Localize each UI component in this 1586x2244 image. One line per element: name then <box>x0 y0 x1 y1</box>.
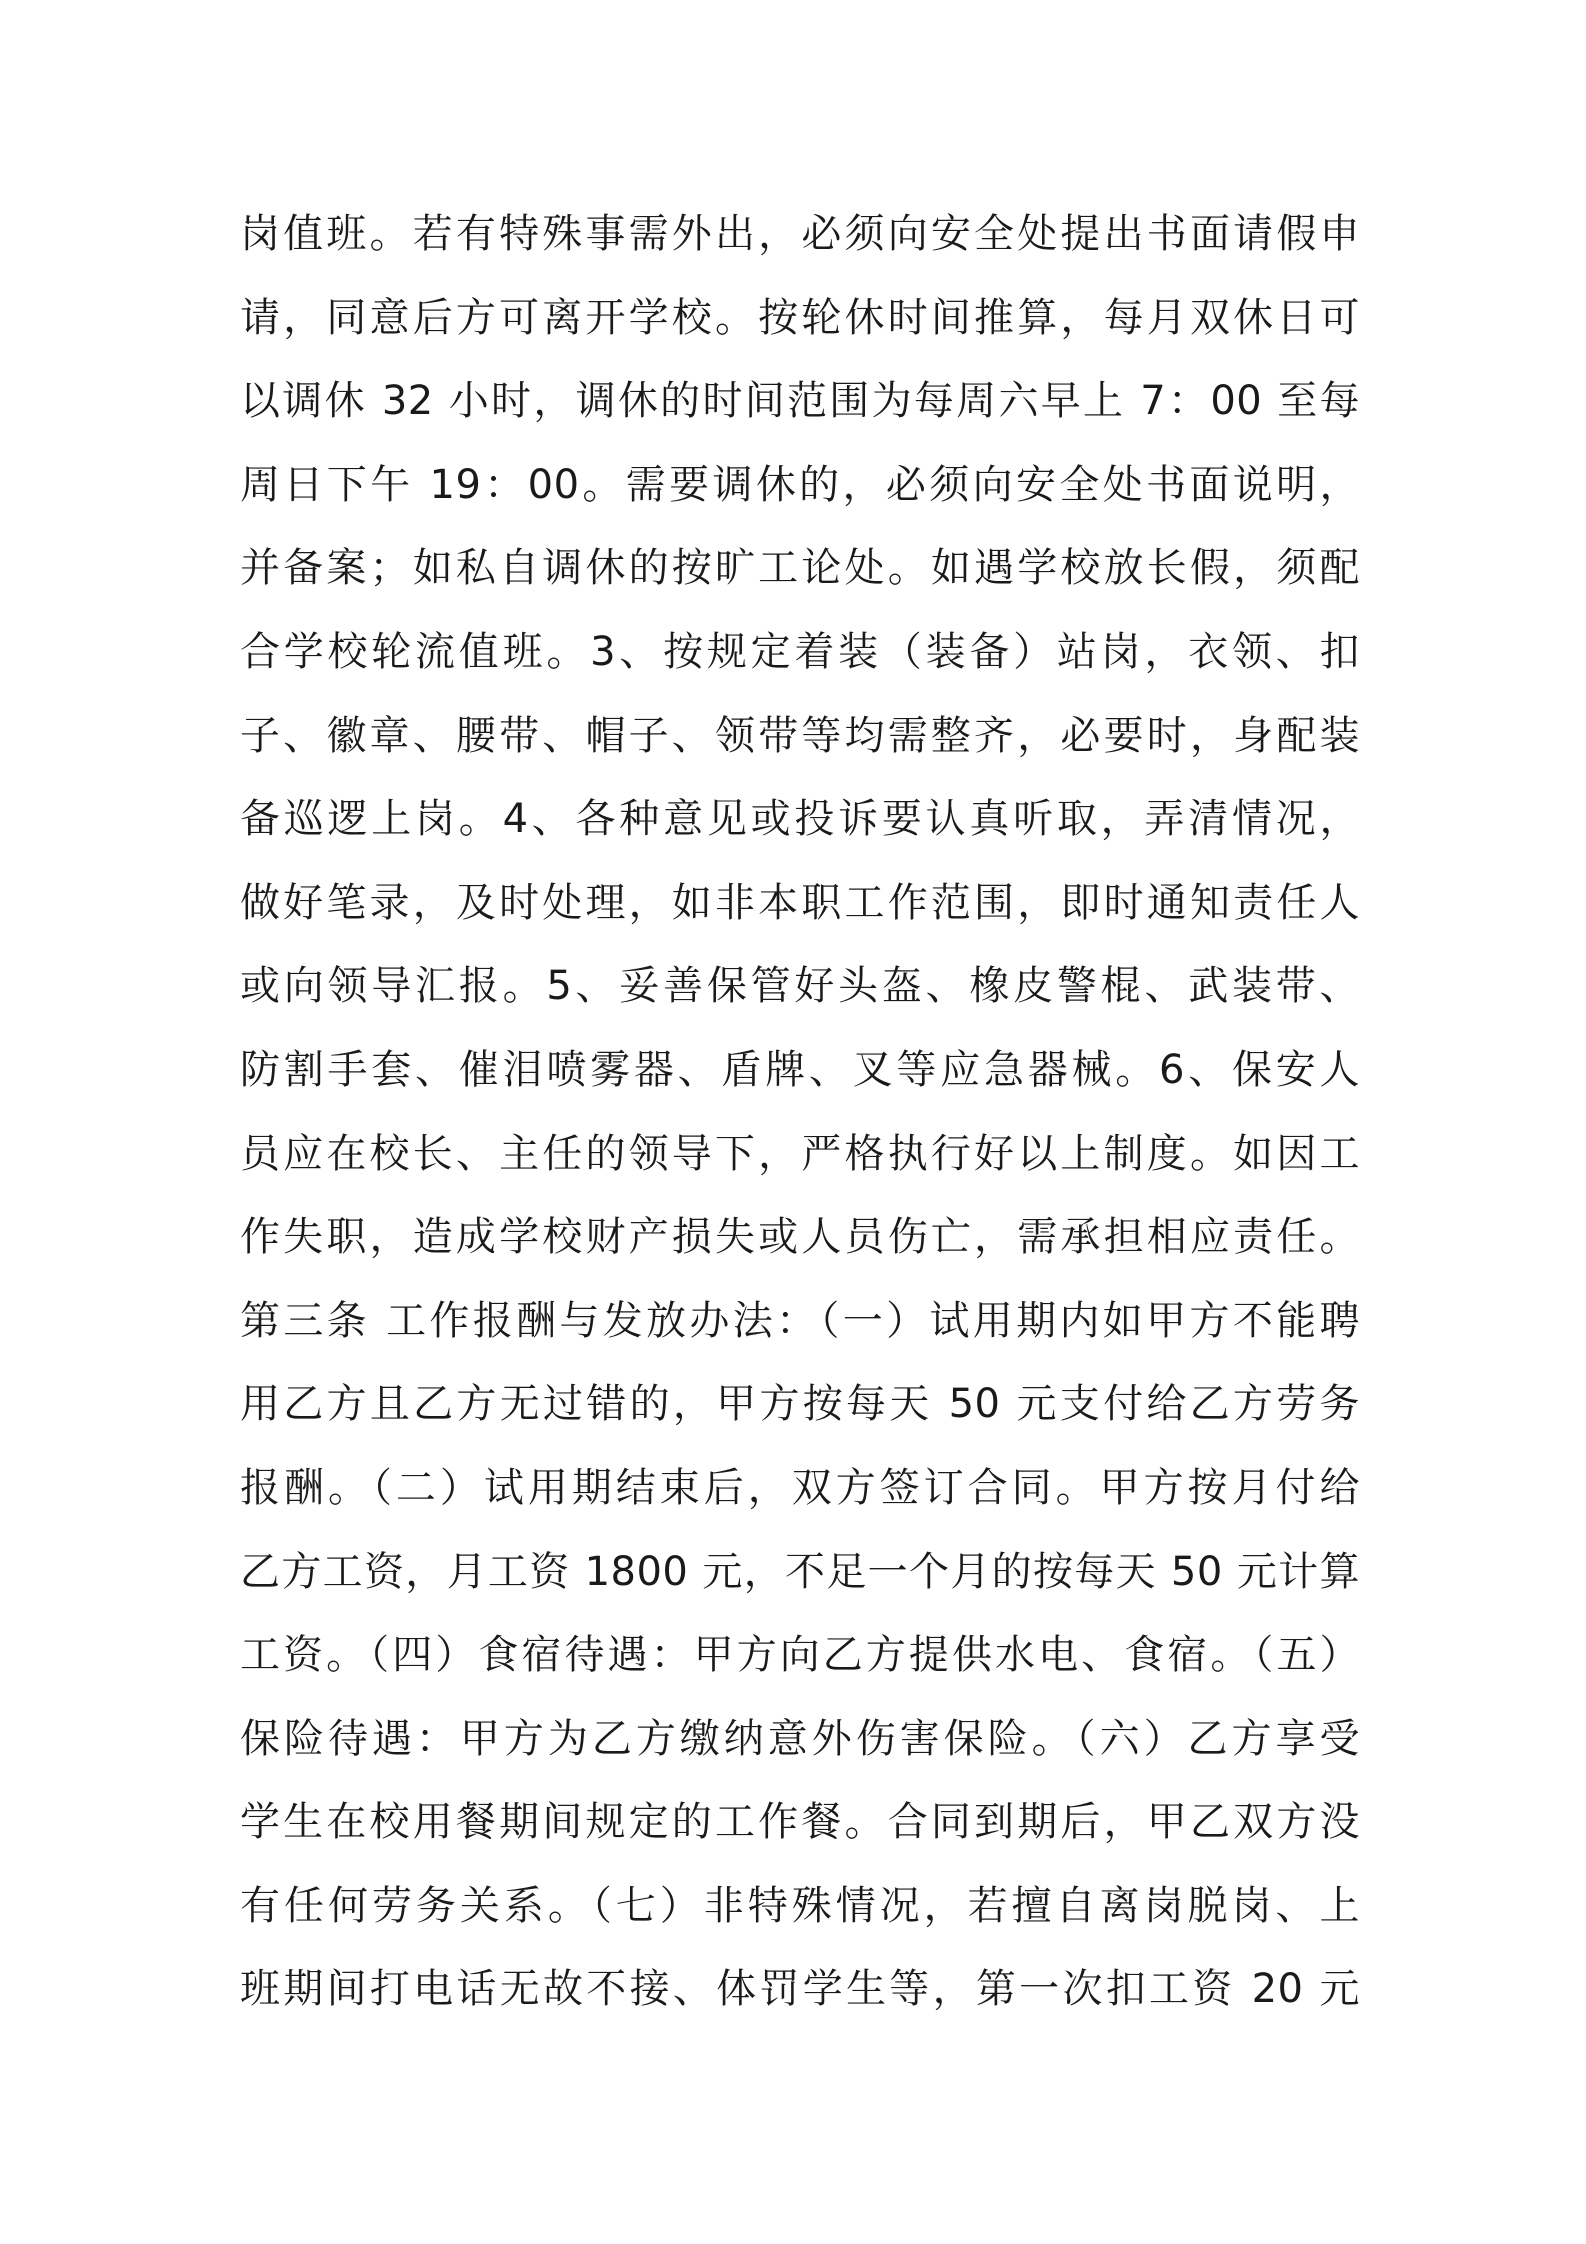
text-line: 岗值班。若有特殊事需外出，必须向安全处提出书面请假申 <box>240 211 1360 257</box>
text-line: 第三条 工作报酬与发放办法：（一）试用期内如甲方不能聘 <box>240 1297 1360 1344</box>
text-line: 报酬。（二）试用期结束后，双方签订合同。甲方按月付给 <box>240 1464 1360 1511</box>
text-line: 周日下午 19：00。需要调休的，必须向安全处书面说明， <box>240 461 1360 508</box>
text-line: 班期间打电话无故不接、体罚学生等，第一次扣工资 20 元 <box>240 1966 1360 2013</box>
text-line: 学生在校用餐期间规定的工作餐。合同到期后，甲乙双方没 <box>240 1799 1360 1846</box>
text-line: 请，同意后方可离开学校。按轮休时间推算，每月双休日可 <box>240 294 1360 341</box>
body-text <box>240 193 1360 2032</box>
text-line: 并备案；如私自调休的按旷工论处。如遇学校放长假，须配 <box>240 545 1360 592</box>
text-line: 员应在校长、主任的领导下，严格执行好以上制度。如因工 <box>240 1130 1360 1177</box>
text-line: 有任何劳务关系。（七）非特殊情况，若擅自离岗脱岗、上 <box>240 1882 1360 1929</box>
text-line: 保险待遇：甲方为乙方缴纳意外伤害保险。（六）乙方享受 <box>240 1715 1360 1762</box>
text-line: 子、徽章、腰带、帽子、领带等均需整齐，必要时，身配装 <box>240 712 1360 759</box>
text-line: 用乙方且乙方无过错的，甲方按每天 50 元支付给乙方劳务 <box>240 1381 1360 1428</box>
text-line: 乙方工资，月工资 1800 元，不足一个月的按每天 50 元计算 <box>240 1548 1360 1595</box>
text-line: 备巡逻上岗。4、各种意见或投诉要认真听取，弄清情况， <box>240 796 1360 843</box>
text-line: 或向领导汇报。5、妥善保管好头盔、橡皮警棍、武装带、 <box>240 963 1360 1010</box>
text-line: 做好笔录，及时处理，如非本职工作范围，即时通知责任人 <box>240 879 1360 926</box>
text-line: 工资。（四）食宿待遇：甲方向乙方提供水电、食宿。（五） <box>240 1632 1360 1679</box>
text-line: 以调休 32 小时，调休的时间范围为每周六早上 7：00 至每 <box>240 378 1360 425</box>
text-line: 防割手套、催泪喷雾器、盾牌、叉等应急器械。6、保安人 <box>240 1046 1360 1093</box>
text-line: 作失职，造成学校财产损失或人员伤亡，需承担相应责任。 <box>240 1214 1360 1261</box>
text-line: 合学校轮流值班。3、按规定着装（装备）站岗，衣领、扣 <box>240 628 1360 675</box>
